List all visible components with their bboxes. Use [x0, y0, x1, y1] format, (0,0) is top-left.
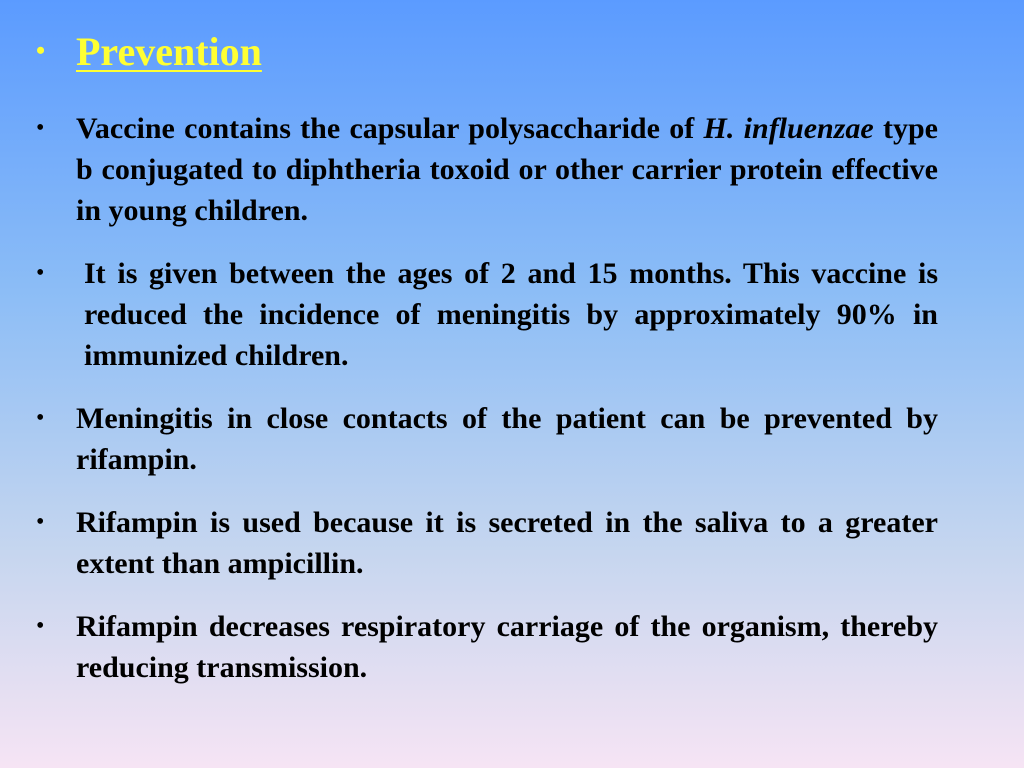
bullet-text-vaccine: Vaccine contains the capsular polysaccharide of H. influenzae type b conjugated to diphtheria toxoid or other carrier protein effective in young children.	[76, 112, 939, 227]
list-item	[36, 108, 938, 231]
list-item	[36, 398, 938, 480]
list-item	[36, 606, 938, 688]
bullet-text-ages: It is given between the ages of 2 and 15 months. This vaccine is reduced the incidence of meningitis by approximately 90% in immunized children.	[84, 257, 938, 372]
bullet-marker: •	[36, 115, 45, 141]
list-item	[36, 253, 938, 376]
bullet-list	[36, 108, 938, 710]
bullet-marker: •	[36, 509, 45, 535]
title-bullet: •	[36, 36, 46, 65]
bullet-text-contacts: Meningitis in close contacts of the patient can be prevented by rifampin.	[76, 402, 938, 476]
bullet-text-rifampin-saliva: Rifampin is used because it is secreted in the saliva to a greater extent than ampicillin.	[76, 506, 938, 580]
bullet-marker: •	[36, 260, 45, 286]
title-row	[36, 26, 262, 76]
bullet-marker: •	[36, 405, 45, 431]
page-title: Prevention	[76, 28, 262, 74]
list-item	[36, 502, 938, 584]
bullet-text-rifampin-carriage: Rifampin decreases respiratory carriage of the organism, thereby reducing transmission.	[76, 610, 938, 684]
species-name: H. influenzae	[703, 112, 874, 145]
bullet-marker: •	[36, 613, 45, 639]
